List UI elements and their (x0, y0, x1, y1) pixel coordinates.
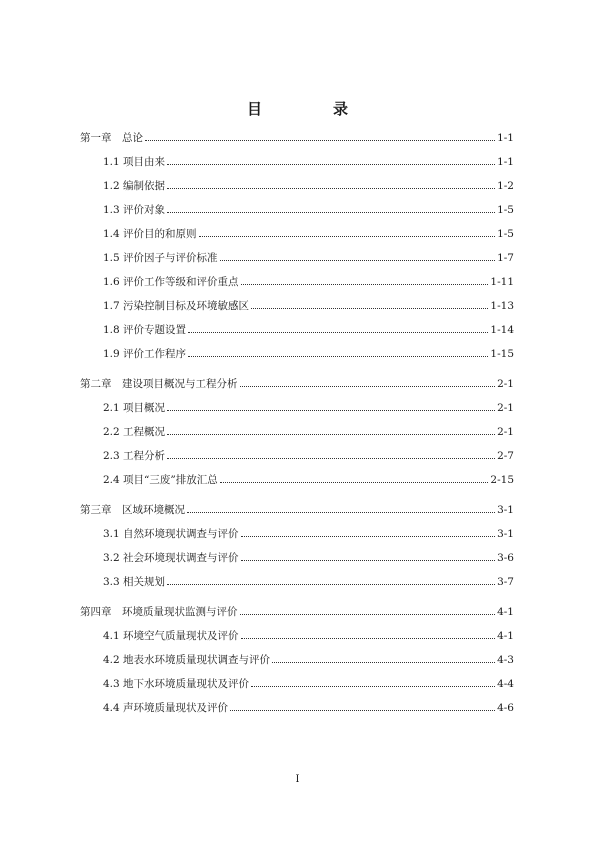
toc-entry-page: 3-6 (497, 552, 514, 564)
toc-entry-label: 第一章 总论 (80, 132, 143, 144)
toc-section-entry[interactable] (103, 347, 514, 361)
toc-entry-page: 3-1 (497, 528, 514, 540)
toc-dot-leader (145, 131, 495, 141)
toc-section-entry[interactable] (103, 155, 514, 169)
toc-entry-label: 第四章 环境质量现状监测与评价 (80, 606, 238, 618)
toc-entry-label: 2.2 工程概况 (103, 426, 166, 438)
toc-chapter-entry[interactable] (80, 131, 514, 145)
toc-dot-leader (167, 203, 495, 213)
toc-entry-page: 4-1 (497, 630, 514, 642)
toc-dot-leader (220, 473, 489, 483)
toc-entry-page: 4-3 (497, 654, 514, 666)
toc-entry-label: 4.4 声环境质量现状及评价 (103, 702, 229, 714)
toc-section-entry[interactable] (103, 425, 514, 439)
toc-section-entry[interactable] (103, 575, 514, 589)
toc-section-entry[interactable] (103, 323, 514, 337)
toc-entry-label: 1.9 评价工作程序 (103, 348, 187, 360)
toc-entry-label: 1.4 评价目的和原则 (103, 228, 197, 240)
toc-entry-label: 1.8 评价专题设置 (103, 324, 187, 336)
toc-entry-page: 1-11 (490, 276, 514, 288)
toc-entry-label: 1.2 编制依据 (103, 180, 166, 192)
toc-entry-label: 1.5 评价因子与评价标准 (103, 252, 218, 264)
toc-section-entry[interactable] (103, 629, 514, 643)
toc-section-entry[interactable] (103, 275, 514, 289)
toc-dot-leader (188, 323, 488, 333)
toc-entry-page: 1-7 (497, 252, 514, 264)
toc-section-entry[interactable] (103, 299, 514, 313)
toc-dot-leader (167, 179, 495, 189)
toc-entry-label: 第二章 建设项目概况与工程分析 (80, 378, 238, 390)
page-number: I (295, 774, 300, 785)
toc-section-entry[interactable] (103, 653, 514, 667)
toc-section-entry[interactable] (103, 227, 514, 241)
toc-entry-page: 1-2 (497, 180, 514, 192)
toc-entry-label: 3.1 自然环境现状调查与评价 (103, 528, 239, 540)
toc-section-entry[interactable] (103, 527, 514, 541)
toc-dot-leader (240, 377, 496, 387)
toc-entry-label: 4.1 环境空气质量现状及评价 (103, 630, 239, 642)
toc-entry-page: 2-7 (497, 450, 514, 462)
toc-dot-leader (230, 701, 495, 711)
toc-entry-label: 1.1 项目由来 (103, 156, 166, 168)
toc-entry-page: 1-1 (497, 156, 514, 168)
toc-dot-leader (167, 155, 495, 165)
toc-entry-page: 3-1 (497, 504, 514, 516)
toc-entry-page: 4-1 (497, 606, 514, 618)
toc-entry-page: 2-1 (497, 378, 514, 390)
toc-entry-label: 4.3 地下水环境质量现状及评价 (103, 678, 250, 690)
toc-dot-leader (167, 449, 495, 459)
toc-entry-page: 1-5 (497, 204, 514, 216)
toc-dot-leader (241, 527, 496, 537)
toc-entry-page: 2-15 (490, 474, 514, 486)
toc-section-entry[interactable] (103, 677, 514, 691)
toc-section-entry[interactable] (103, 179, 514, 193)
toc-entry-page: 1-5 (497, 228, 514, 240)
toc-dot-leader (199, 227, 496, 237)
toc-entry-label: 1.3 评价对象 (103, 204, 166, 216)
toc-chapter-entry[interactable] (80, 605, 514, 619)
toc-dot-leader (251, 677, 495, 687)
toc-entry-page: 4-4 (497, 678, 514, 690)
toc-chapter-entry[interactable] (80, 377, 514, 391)
toc-dot-leader (240, 605, 496, 615)
toc-entry-page: 2-1 (497, 426, 514, 438)
toc-entry-label: 4.2 地表水环境质量现状调查与评价 (103, 654, 271, 666)
toc-entry-label: 1.6 评价工作等级和评价重点 (103, 276, 239, 288)
toc-chapter-entry[interactable] (80, 503, 514, 517)
toc-section-entry[interactable] (103, 449, 514, 463)
toc-title: 目 录 (246, 100, 376, 118)
toc-entry-label: 2.4 项目“三废”排放汇总 (103, 474, 218, 486)
toc-section-entry[interactable] (103, 251, 514, 265)
toc-entry-page: 1-1 (497, 132, 514, 144)
toc-entry-page: 4-6 (497, 702, 514, 714)
toc-entry-page: 2-1 (497, 402, 514, 414)
toc-section-entry[interactable] (103, 701, 514, 715)
toc-dot-leader (167, 425, 495, 435)
toc-entry-label: 3.3 相关规划 (103, 576, 166, 588)
toc-entry-label: 1.7 污染控制目标及环境敏感区 (103, 300, 250, 312)
toc-entry-label: 2.3 工程分析 (103, 450, 166, 462)
toc-dot-leader (241, 629, 496, 639)
toc-dot-leader (251, 299, 488, 309)
toc-dot-leader (167, 575, 495, 585)
toc-section-entry[interactable] (103, 473, 514, 487)
toc-section-entry[interactable] (103, 203, 514, 217)
toc-entry-page: 1-14 (490, 324, 514, 336)
toc-dot-leader (188, 347, 488, 357)
toc-entry-page: 3-7 (497, 576, 514, 588)
toc-dot-leader (241, 275, 489, 285)
toc-section-entry[interactable] (103, 551, 514, 565)
toc-entry-label: 2.1 项目概况 (103, 402, 166, 414)
toc-entry-page: 1-13 (490, 300, 514, 312)
toc-section-entry[interactable] (103, 401, 514, 415)
toc-dot-leader (241, 551, 496, 561)
toc-dot-leader (187, 503, 495, 513)
toc-dot-leader (272, 653, 495, 663)
toc-entry-label: 3.2 社会环境现状调查与评价 (103, 552, 239, 564)
toc-entry-page: 1-15 (490, 348, 514, 360)
toc-dot-leader (167, 401, 495, 411)
toc-entry-label: 第三章 区域环境概况 (80, 504, 185, 516)
toc-dot-leader (220, 251, 496, 261)
